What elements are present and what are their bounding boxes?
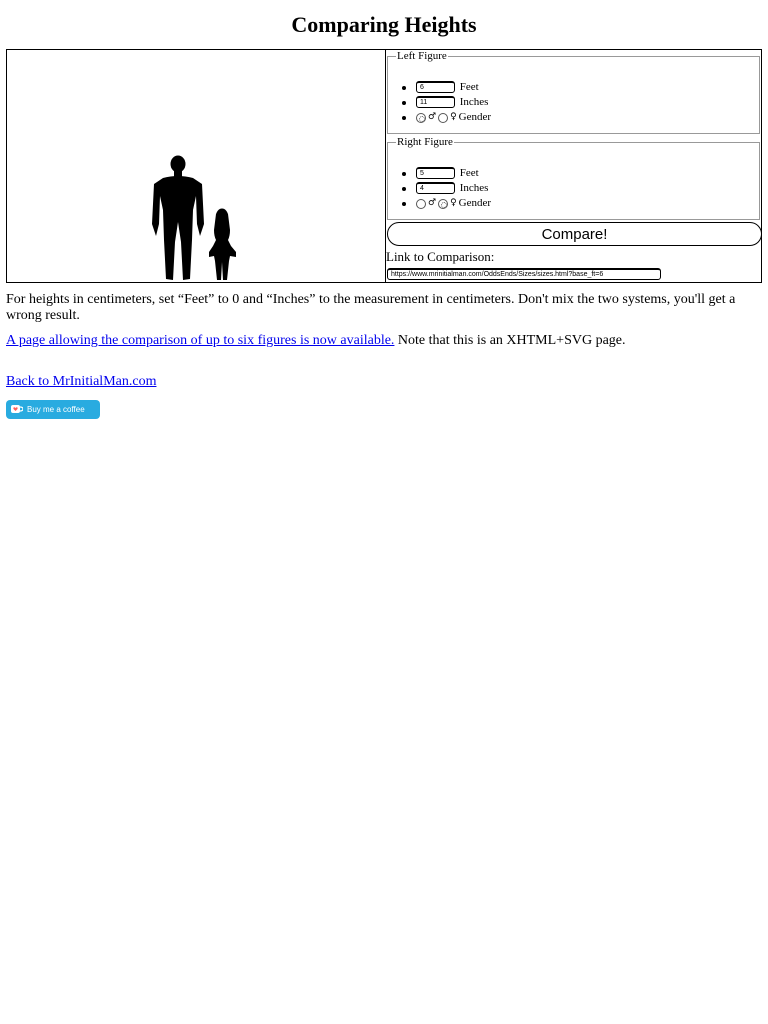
left-gender-label: Gender xyxy=(458,111,492,124)
right-gender-label: Gender xyxy=(458,197,492,210)
six-figures-paragraph xyxy=(6,333,746,349)
right-gender-row xyxy=(416,196,491,211)
six-figures-note: Note that this is an XHTML+SVG page. xyxy=(394,333,626,348)
right-figure-fieldset xyxy=(387,136,760,220)
page-title: Comparing Heights xyxy=(291,12,477,37)
left-figure-fieldset xyxy=(387,50,760,134)
female-symbol-icon: ♀ xyxy=(450,112,457,122)
right-feet-input[interactable] xyxy=(416,167,455,179)
left-male-radio[interactable] xyxy=(416,113,426,123)
left-feet-row xyxy=(416,80,491,95)
right-inches-row xyxy=(416,181,491,196)
male-symbol-icon: ♂ xyxy=(428,198,437,208)
six-figures-link[interactable]: A page allowing the comparison of up to six figures is now available. xyxy=(6,333,395,348)
back-link-paragraph xyxy=(6,374,746,390)
female-symbol-icon: ♀ xyxy=(450,198,457,208)
right-male-radio[interactable] xyxy=(416,199,426,209)
comparison-link-field[interactable]: https://www.mrinitialman.com/OddsEnds/Sizes/sizes.html?base_ft=6 xyxy=(387,268,661,280)
right-feet-row xyxy=(416,166,491,181)
right-inches-label: Inches xyxy=(459,182,489,194)
link-label: Link to Comparison: xyxy=(386,249,495,264)
male-symbol-icon: ♂ xyxy=(428,112,437,122)
left-gender-row xyxy=(416,110,491,125)
centimeters-note: For heights in centimeters, set “Feet” to 0 and “Inches” to the measurement in centimeters. Don't mix the two systems, you'll get a wrong result. xyxy=(6,292,736,323)
left-inches-row xyxy=(416,95,491,110)
comparison-table xyxy=(6,49,762,283)
right-female-radio[interactable] xyxy=(438,199,448,209)
controls-panel xyxy=(386,50,761,282)
left-inches-label: Inches xyxy=(459,96,489,108)
back-link[interactable]: Back to MrInitialMan.com xyxy=(6,374,157,389)
left-feet-label: Feet xyxy=(459,81,479,93)
right-feet-label: Feet xyxy=(459,167,479,179)
left-feet-input[interactable] xyxy=(416,81,455,93)
left-inches-input[interactable] xyxy=(416,96,455,108)
female-silhouette-icon xyxy=(209,209,236,281)
left-female-radio[interactable] xyxy=(438,113,448,123)
coffee-cup-icon xyxy=(11,404,23,414)
silhouettes-svg xyxy=(7,50,385,282)
male-silhouette-icon xyxy=(152,156,204,281)
right-inches-input[interactable] xyxy=(416,182,455,194)
compare-button[interactable]: Compare! xyxy=(387,222,762,246)
figure-display xyxy=(7,50,386,282)
right-figure-legend: Right Figure xyxy=(397,136,453,148)
buy-me-coffee-button[interactable] xyxy=(6,400,100,419)
coffee-button-label: Buy me a coffee xyxy=(27,405,85,414)
left-figure-legend: Left Figure xyxy=(397,50,447,62)
